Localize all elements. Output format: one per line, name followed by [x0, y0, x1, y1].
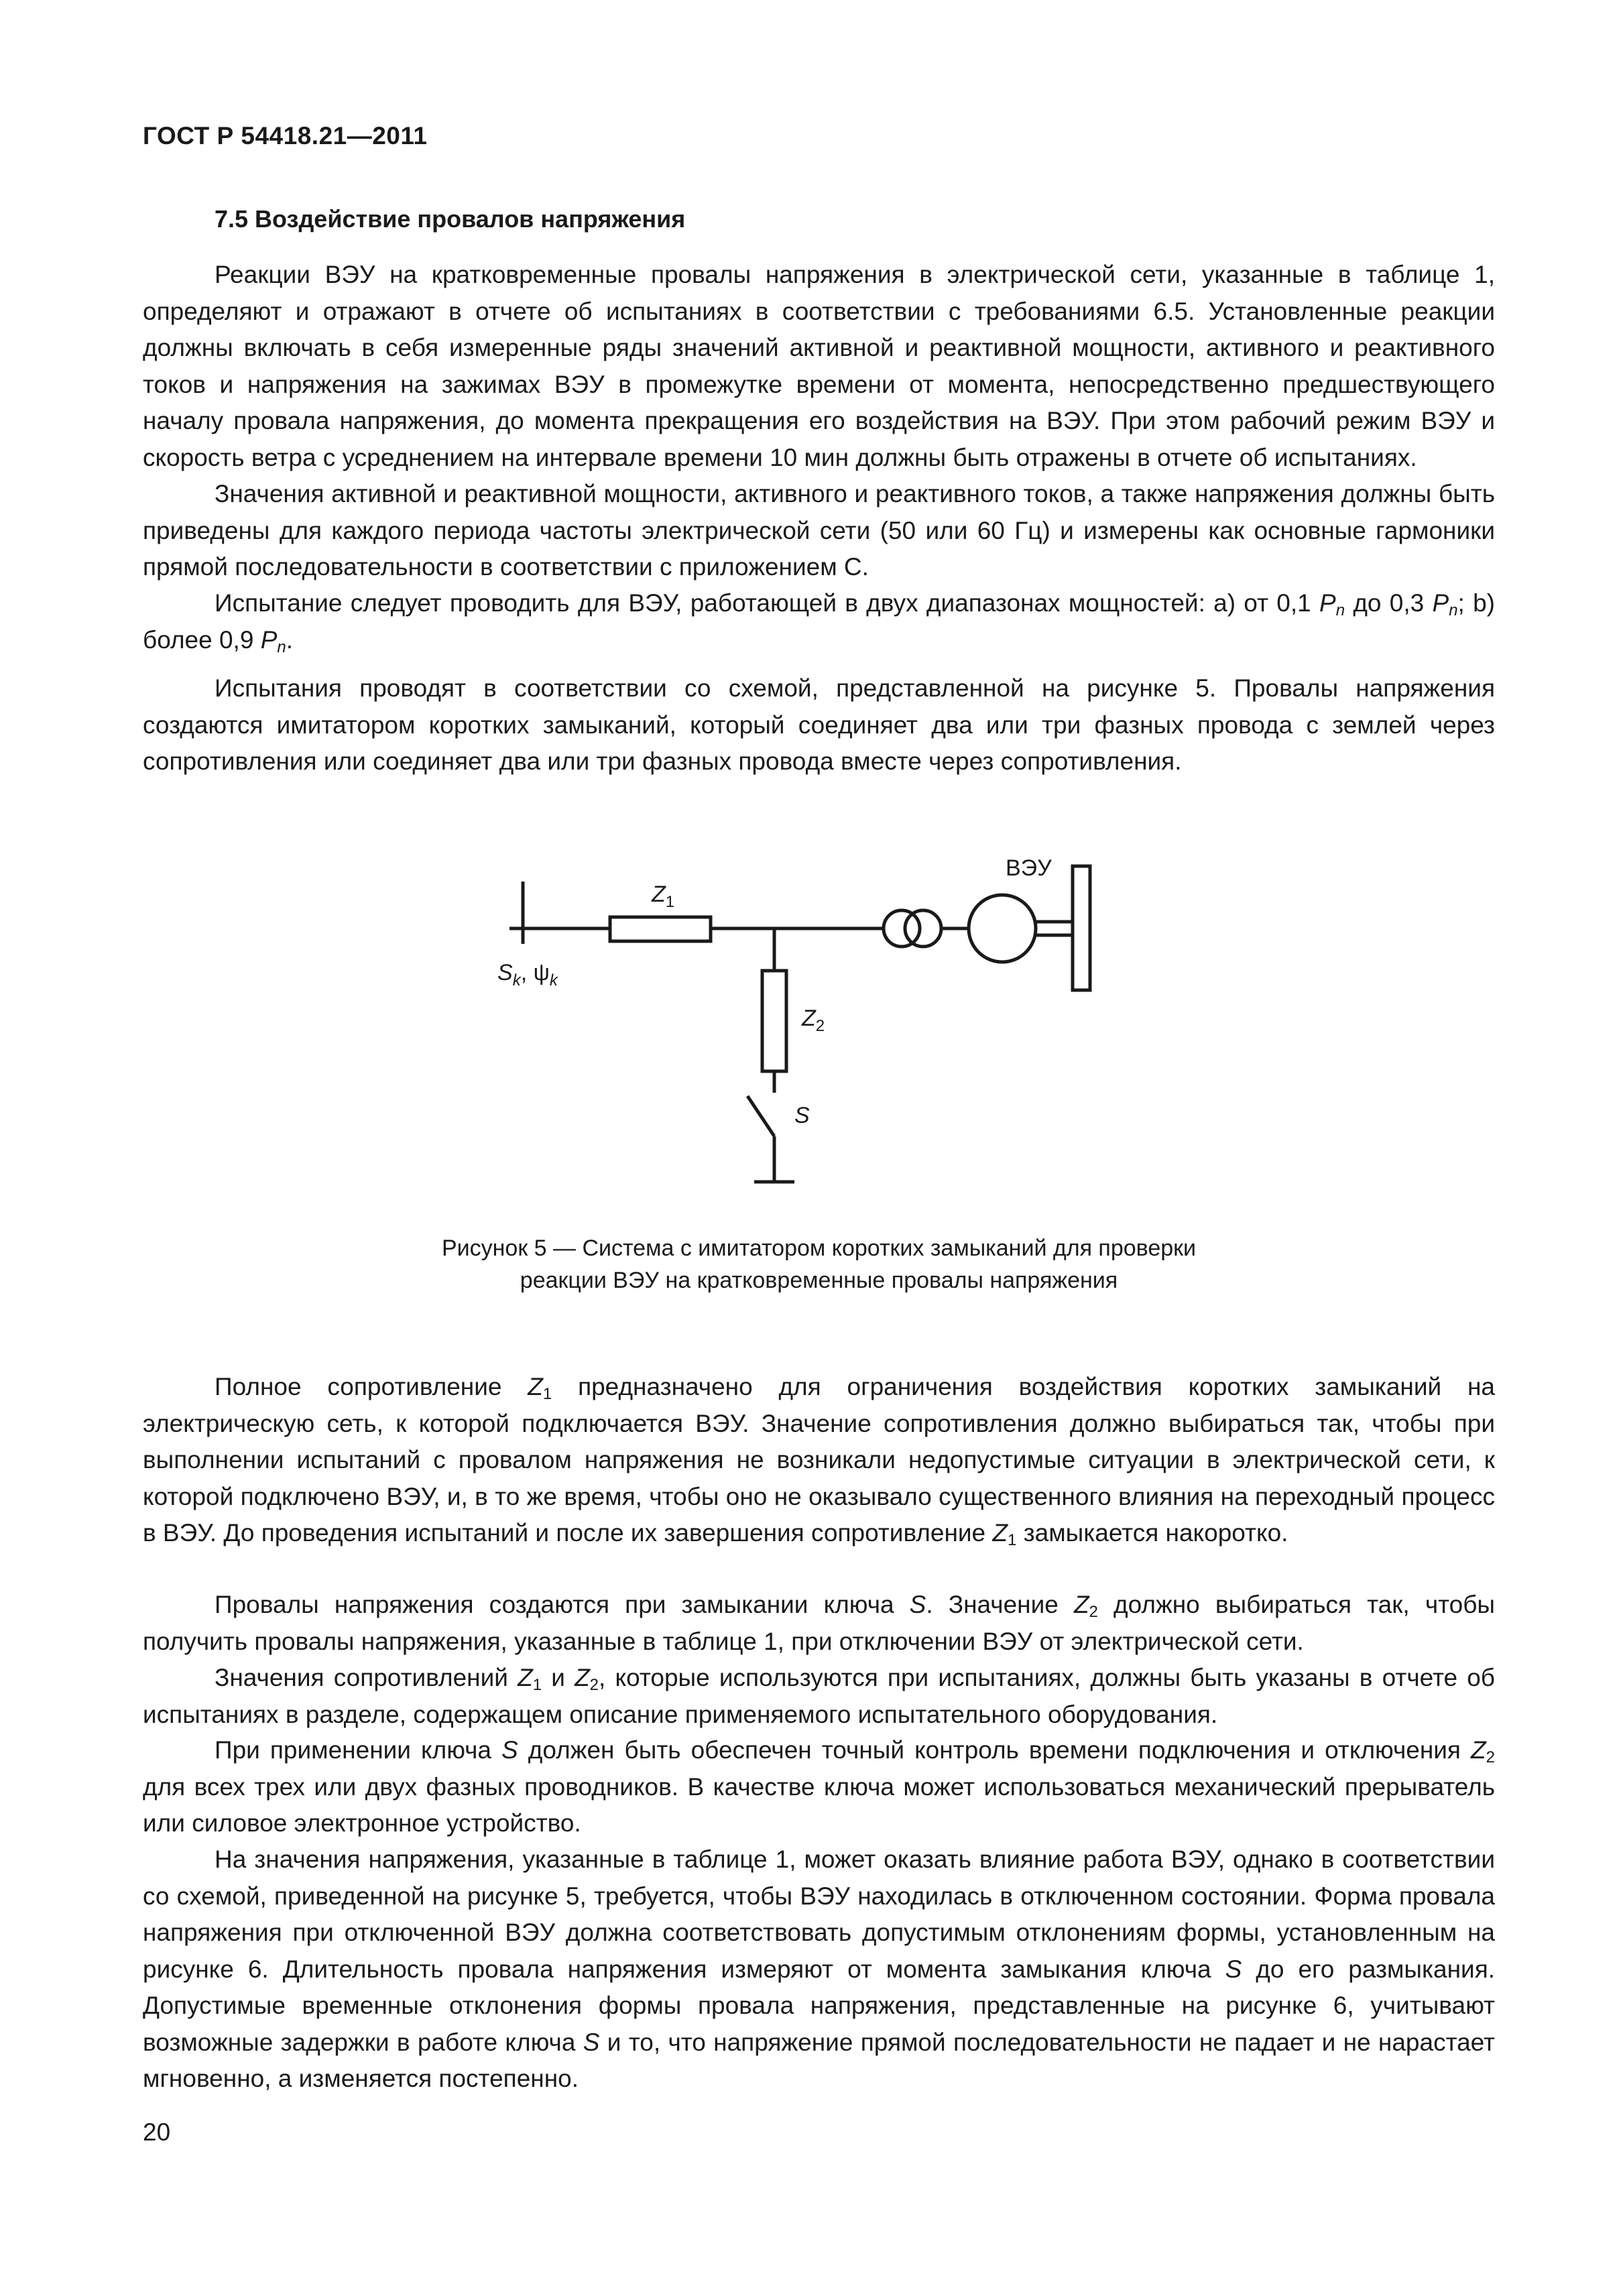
- label-sk-psi: $S_k$, $\psi_k$: [497, 960, 558, 989]
- paragraph-5: Полное сопротивление $Z_1$ предназначено для ограничения воздействия коротких замыканий на электрическую сеть, к которой подключается ВЭУ. Значение сопротивления должно выбираться так, чтобы при выполнении испытаний с провалом напряжения не возникали недопустимые ситуации в электрической сети, к которой подключено ВЭУ, и, в то же время, чтобы оно не оказывало существенного влияния на переходный процесс в ВЭУ. До проведения испытаний и после их завершения сопротивление $Z_1$ замыкается накоротко.: [143, 1373, 1495, 1549]
- standard-header: ГОСТ Р 54418.21—2011: [143, 122, 428, 149]
- figure-caption: [143, 1232, 1495, 1296]
- page-number: 20: [143, 2118, 171, 2146]
- circuit-diagram: [469, 831, 1173, 1207]
- section-title: 7.5 Воздействие провалов напряжения: [215, 205, 686, 233]
- caption-line-2: реакции ВЭУ на кратковременные провалы напряжения: [520, 1268, 1118, 1293]
- label-veu: ВЭУ: [1006, 855, 1052, 881]
- transformer-coil-2: [905, 910, 941, 947]
- resistor-z1: [610, 917, 711, 941]
- paragraph-3: Испытание следует проводить для ВЭУ, работающей в двух диапазонах мощностей: a) от 0,1 $P_n$ до 0,3 $P_n$; b) более 0,9 $P_n$.: [143, 589, 1495, 656]
- paragraph-6: Провалы напряжения создаются при замыкании ключа S. Значение $Z_2$ должно выбираться так, чтобы получить провалы напряжения, указанные в таблице 1, при отключении ВЭУ от электрической сети.: [143, 1591, 1495, 1655]
- caption-line-1: Рисунок 5 — Система с имитатором коротких замыканий для проверки: [441, 1235, 1197, 1261]
- paragraph-4: Испытания проводят в соответствии со схемой, представленной на рисунке 5. Провалы напряжения создаются имитатором коротких замыканий, который соединяет два или три фазных провода с землей через сопротивления или соединяет два или три фазных провода вместе через сопротивления.: [143, 674, 1495, 775]
- switch-s: [747, 1096, 774, 1136]
- paragraph-7: Значения сопротивлений $Z_1$ и $Z_2$, которые используются при испытаниях, должны быть указаны в отчете об испытаниях в разделе, содержащем описание применяемого испытательного оборудования.: [143, 1664, 1495, 1728]
- resistor-z2: [762, 971, 786, 1071]
- label-s: S: [794, 1103, 810, 1128]
- paragraph-8: При применении ключа S должен быть обеспечен точный контроль времени подключения и отключения $Z_2$ для всех трех или двух фазных проводников. В качестве ключа может использоваться механический прерыватель или силовое электронное устройство.: [143, 1736, 1495, 1837]
- transformer-coil-1: [884, 910, 920, 947]
- paragraph-2: Значения активной и реактивной мощности, активного и реактивного токов, а также напряжения должны быть приведены для каждого периода частоты электрической сети (50 или 60 Гц) и измерены как основные гармоники прямой последовательности в соответствии с приложением С.: [143, 480, 1495, 581]
- paragraph-1: Реакции ВЭУ на кратковременные провалы напряжения в электрической сети, указанные в таблице 1, определяют и отражают в отчете об испытаниях в соответствии с требованиями 6.5. Установленные реакции должны включать в себя измеренные ряды значений активной и реактивной мощности, активного и реактивного токов и напряжения на зажимах ВЭУ в промежутке времени от момента, непосредственно предшествующего началу провала напряжения, до момента прекращения его воздействия на ВЭУ. При этом рабочий режим ВЭУ и скорость ветра с усреднением на интервале времени 10 мин должны быть отражены в отчете об испытаниях.: [143, 261, 1495, 471]
- rotor-blade: [1073, 866, 1090, 990]
- paragraph-9: На значения напряжения, указанные в таблице 1, может оказать влияние работа ВЭУ, однако в соответствии со схемой, приведенной на рисунке 5, требуется, чтобы ВЭУ находилась в отключенном состоянии. Форма провала напряжения при отключенной ВЭУ должна соответствовать допустимым отклонениям формы, установленным на рисунке 6. Длительность провала напряжения измеряют от момента замыкания ключа S до его размыкания. Допустимые временные отклонения формы провала напряжения, представленные на рисунке 6, учитывают возможные задержки в работе ключа S и то, что напряжение прямой последовательности не падает и не нарастает мгновенно, а изменяется постепенно.: [143, 1846, 1496, 2092]
- generator-circle: [969, 895, 1036, 962]
- label-z1: $Z_1$: [652, 882, 675, 911]
- label-z2: $Z_2$: [802, 1006, 825, 1035]
